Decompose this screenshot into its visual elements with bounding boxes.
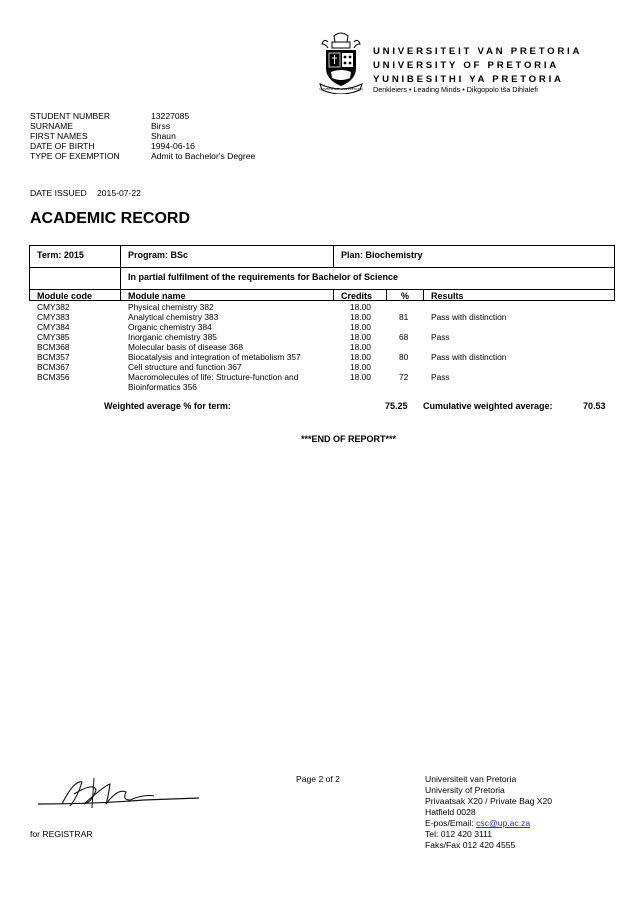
address-line: Universiteit van Pretoria — [425, 774, 517, 784]
module-name: Molecular basis of disease 368 — [128, 342, 243, 352]
first-names-value: Shaun — [151, 131, 176, 141]
module-name: Macromolecules of life: Structure-function and — [128, 372, 299, 382]
column-header-code: Module code — [37, 291, 93, 301]
date-of-birth-label: DATE OF BIRTH — [30, 141, 95, 151]
date-issued-label: DATE ISSUED — [30, 188, 87, 198]
date-issued-value: 2015-07-22 — [97, 188, 141, 198]
module-code: BCM367 — [37, 362, 70, 372]
module-code: CMY385 — [37, 332, 70, 342]
module-credits: 18.00 — [350, 352, 371, 362]
fax: Faks/Fax 012 420 4555 — [425, 840, 516, 850]
column-header-credits: Credits — [341, 291, 373, 301]
column-header-name: Module name — [128, 291, 186, 301]
address-line: Hatfield 0028 — [425, 807, 476, 817]
module-percent: 80 — [399, 352, 409, 362]
module-credits: 18.00 — [350, 312, 371, 322]
module-code: BCM368 — [37, 342, 70, 352]
module-credits: 18.00 — [350, 362, 371, 372]
plan-label: Plan: Biochemistry — [341, 250, 423, 260]
column-header-percent: % — [401, 291, 410, 301]
first-names-label: FIRST NAMES — [30, 131, 88, 141]
address-line: University of Pretoria — [425, 785, 505, 795]
column-header-results: Results — [431, 291, 464, 301]
exemption-value: Admit to Bachelor's Degree — [151, 151, 256, 161]
surname-value: Birss — [151, 121, 171, 131]
cumulative-average-label: Cumulative weighted average: — [423, 401, 553, 411]
module-name: Organic chemistry 384 — [128, 322, 212, 332]
date-of-birth-value: 1994-06-16 — [151, 141, 195, 151]
module-percent: 72 — [399, 372, 409, 382]
module-name: Cell structure and function 367 — [128, 362, 242, 372]
email-link[interactable]: csc@up.ac.za — [476, 818, 531, 828]
university-name-afrikaans: UNIVERSITEIT VAN PRETORIA — [373, 46, 583, 57]
university-crest — [316, 30, 366, 94]
cumulative-average-value: 70.53 — [583, 401, 606, 411]
email-label: E-pos/Email: — [425, 818, 477, 828]
module-name: Analytical chemistry 383 — [128, 312, 219, 322]
student-number-value: 13227085 — [151, 111, 190, 121]
module-result: Pass — [431, 332, 450, 342]
registrar-label: for REGISTRAR — [30, 829, 93, 839]
module-name: Inorganic chemistry 385 — [128, 332, 217, 342]
module-credits: 18.00 — [350, 372, 371, 382]
address-line: Privaatsak X20 / Private Bag X20 — [425, 796, 553, 806]
module-name: Biocatalysis and integration of metabolism 357 — [128, 352, 301, 362]
module-result: Pass with distinction — [431, 352, 507, 362]
module-credits: 18.00 — [350, 342, 371, 352]
module-name-continued: Bioinformatics 356 — [128, 382, 197, 392]
university-name-sepedi: YUNIBESITHI YA PRETORIA — [373, 74, 564, 85]
page-number: Page 2 of 2 — [296, 774, 340, 784]
module-code: BCM357 — [37, 352, 70, 362]
university-tagline: Denkleiers • Leading Minds • Dikgopolo tša Dihlalefi — [373, 85, 538, 94]
module-percent: 68 — [399, 332, 409, 342]
module-credits: 18.00 — [350, 332, 371, 342]
page-title: ACADEMIC RECORD — [30, 210, 190, 227]
module-name: Physical chemistry 382 — [128, 302, 214, 312]
end-of-report: ***END OF REPORT*** — [301, 434, 397, 444]
exemption-label: TYPE OF EXEMPTION — [30, 151, 120, 161]
email-line — [425, 818, 530, 829]
module-result: Pass — [431, 372, 450, 382]
term-label: Term: 2015 — [37, 250, 84, 260]
module-code: CMY382 — [37, 302, 70, 312]
surname-label: SURNAME — [30, 121, 73, 131]
telephone: Tel: 012 420 3111 — [425, 829, 493, 839]
module-credits: 18.00 — [350, 302, 371, 312]
program-label: Program: BSc — [128, 250, 189, 260]
module-code: BCM356 — [37, 372, 70, 382]
module-code: CMY383 — [37, 312, 70, 322]
module-credits: 18.00 — [350, 322, 371, 332]
student-number-label: STUDENT NUMBER — [30, 111, 111, 121]
module-percent: 81 — [399, 312, 409, 322]
weighted-average-label: Weighted average % for term: — [104, 401, 231, 411]
module-code: CMY384 — [37, 322, 70, 332]
svg-text:UNIVERSITEIT VAN PRETORIA: UNIVERSITEIT VAN PRETORIA — [319, 87, 363, 91]
fulfilment-text: In partial fulfilment of the requirements for Bachelor of Science — [128, 272, 399, 282]
module-result: Pass with distinction — [431, 312, 507, 322]
university-name-english: UNIVERSITY OF PRETORIA — [373, 60, 559, 71]
weighted-average-value: 75.25 — [385, 401, 408, 411]
registrar-signature — [34, 774, 204, 814]
